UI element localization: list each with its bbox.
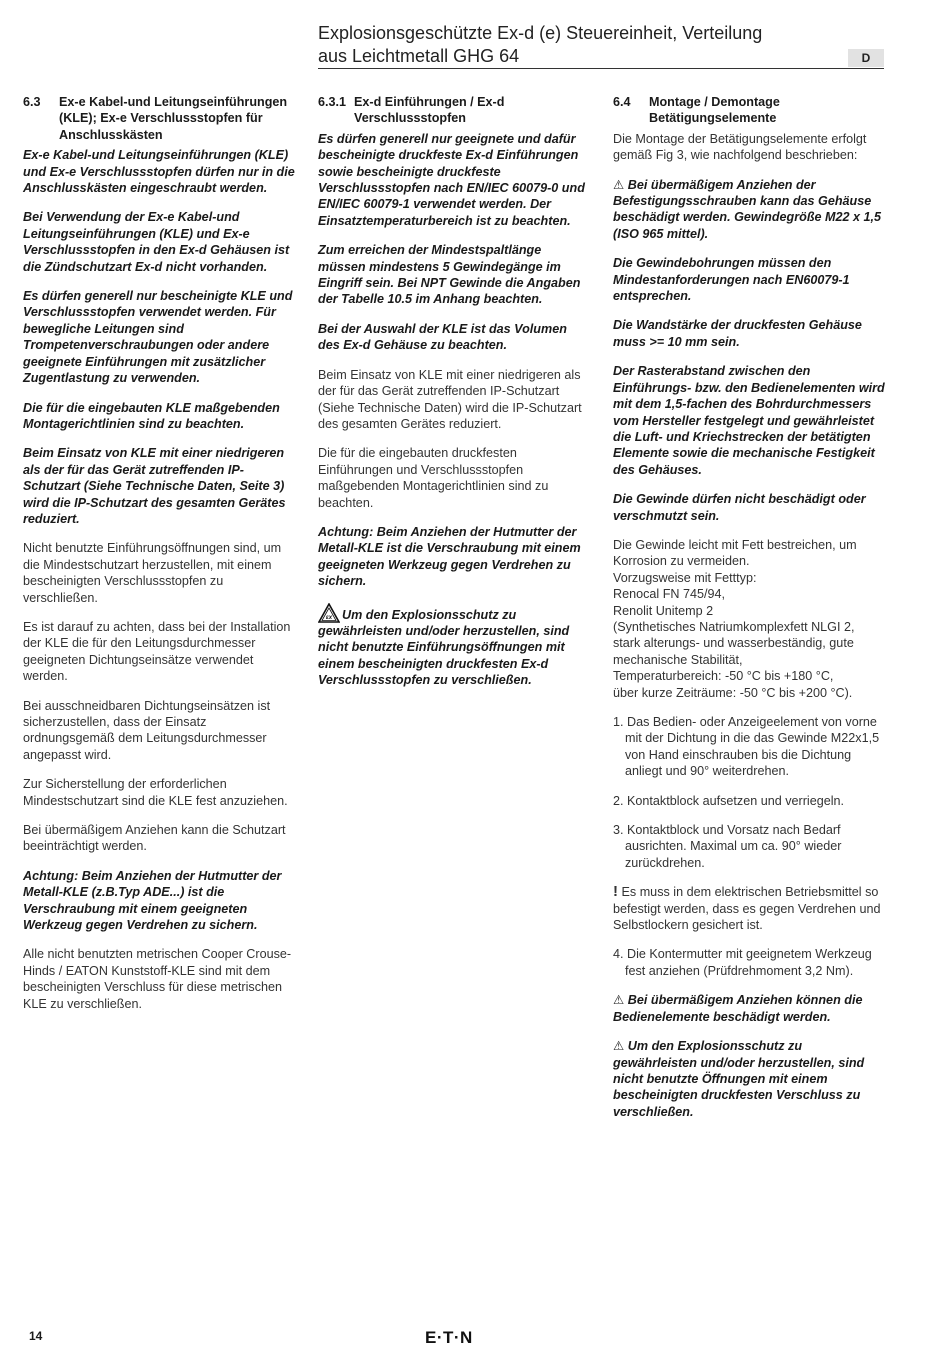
page-header-title (318, 22, 838, 68)
paragraph-text: Bei übermäßigem Anziehen können die Bedienelemente beschädigt werden. (613, 993, 863, 1024)
eaton-logo: E·T·N (425, 1328, 473, 1347)
paragraph: Achtung: Beim Anziehen der Hutmutter der Metall-KLE (z.B.Typ ADE...) ist die Verschraubung mit einem geeigneten Werkzeug gegen Verdrehen zu sichern. (23, 868, 282, 933)
paragraph: Es ist darauf zu achten, dass bei der Installation der KLE die für den Leitungsdurchmesser geeigneten Dichtungseinsätze verwendet werden. (23, 619, 291, 684)
warning-paragraph (613, 992, 885, 1025)
text-line: Vorzugsweise mit Fetttyp: (613, 570, 757, 585)
section-heading-6-4 (613, 94, 885, 127)
paragraph: Die für die eingebauten druckfesten Einführungen und Verschlussstopfen maßgebenden Montagerichtlinien sind zu beachten. (318, 446, 549, 510)
section-heading-6-3-1 (318, 94, 586, 127)
paragraph: Die Wandstärke der druckfesten Gehäuse muss >= 10 mm sein. (613, 318, 862, 349)
section-number: 6.4 (613, 95, 631, 109)
ex-warning-icon (318, 603, 340, 623)
text-line: (Synthetisches Natriumkomplexfett NLGI 2, stark alterungs- und wasserbeständig, gute mechanische Stabilität, (613, 619, 855, 667)
language-badge: D (848, 49, 884, 67)
column-right (613, 94, 885, 1133)
paragraph-text: Um den Explosionsschutz zu gewährleisten und/oder herzustellen, sind nicht benutzte Einführungsöffnungen mit einem bescheinigten druckfesten Ex-d Verschlussstopfen zu verschließen. (318, 607, 570, 688)
list-item: 2. Kontaktblock aufsetzen und verriegeln. (613, 793, 845, 808)
section-number: 6.3 (23, 95, 41, 109)
warning-icon: ⚠ (613, 993, 625, 1008)
paragraph: Die Gewindebohrungen müssen den Mindestanforderungen nach EN60079-1 entsprechen. (613, 256, 850, 304)
grease-paragraph (613, 537, 885, 701)
svg-text:εx: εx (325, 614, 333, 621)
paragraph: Die Gewinde dürfen nicht beschädigt oder verschmutzt sein. (613, 492, 866, 523)
header-title-line2: aus Leichtmetall GHG 64 (318, 46, 520, 66)
text-line: Renocal FN 745/94, (613, 587, 726, 602)
text-line: über kurze Zeiträume: -50 °C bis +200 °C). (613, 685, 853, 700)
paragraph: Ex-e Kabel-und Leitungseinführungen (KLE) und Ex-e Verschlussstopfen dürfen nur in die Anschlusskästen eingeschraubt werden. (23, 148, 295, 196)
text-line: Temperaturbereich: -50 °C bis +180 °C, (613, 669, 834, 684)
warning-paragraph (613, 177, 885, 243)
paragraph: Die Montage der Betätigungselemente erfolgt gemäß Fig 3, wie nachfolgend beschrieben: (613, 131, 867, 163)
paragraph: Die für die eingebauten KLE maßgebenden Montagerichtlinien sind zu beachten. (23, 400, 280, 431)
warning-icon: ⚠ (613, 1039, 625, 1054)
section-title: Ex-e Kabel-und Leitungseinführungen (KLE); Ex-e Verschlussstopfen für Anschlusskästen (59, 95, 288, 142)
header-title-line1: Explosionsgeschützte Ex-d (e) Steuereinheit, Verteilung (318, 23, 763, 43)
paragraph: Zur Sicherstellung der erforderlichen Mindestschutzart sind die KLE fest anzuziehen. (23, 777, 288, 808)
paragraph: Bei ausschneidbaren Dichtungseinsätzen ist sicherzustellen, dass der Einsatz ordnungsgemäß dem Leitungsdurchmesser angepasst wird. (23, 698, 271, 762)
paragraph: Es dürfen generell nur geeignete und dafür bescheinigte druckfeste Ex-d Einführungen sowie bescheinigte druckfeste Verschlussstopfen nach EN/IEC 60079-0 und EN/IEC 60079-1 verwendet werden. Der Einsatztemperaturbereich ist zu beachten. (318, 131, 585, 228)
paragraph-text: Es muss in dem elektrischen Betriebsmittel so befestigt werden, dass es gegen Verdrehen und Selbstlockern gesichert ist. (613, 885, 881, 933)
warning-icon: ⚠ (613, 177, 625, 192)
warning-paragraph (613, 1038, 885, 1120)
list-item: 4. Die Kontermutter mit geeignetem Werkzeug fest anziehen (Prüfdrehmoment 3,2 Nm). (613, 947, 872, 978)
paragraph: Nicht benutzte Einführungsöffnungen sind, um die Mindestschutzart herzustellen, mit einem bescheinigten Verschlussstopfen zu verschließen. (23, 541, 282, 605)
paragraph: Zum erreichen der Mindestspaltlänge müssen mindestens 5 Gewindegänge im Eingriff sein. Bei NPT Gewinde die Angaben der Tabelle 10.5 im Anhang beachten. (318, 243, 581, 307)
section-heading-6-3 (23, 94, 295, 143)
paragraph: Der Rasterabstand zwischen den Einführungs- bzw. den Bedienelementen wird mit dem 1,5-fachen des Bohrdurchmessers vom Hersteller festgelegt und gewährleistet die Luft- und Kriechstrecken der betätigten Elemente sowie die mechanische Festigkeit des Gehäuses. (613, 364, 885, 477)
paragraph-text: Um den Explosionsschutz zu gewährleisten und/oder herzustellen, sind nicht benutzte Öffnungen mit einem bescheinigten druckfesten Verschluss zu verschließen. (613, 1039, 865, 1119)
paragraph: Bei übermäßigem Anziehen kann die Schutzart beeinträchtigt werden. (23, 823, 286, 854)
section-title: Montage / Demontage Betätigungselemente (649, 95, 780, 126)
text-line: Renolit Unitemp 2 (613, 603, 714, 618)
steps-list (613, 946, 885, 979)
page-number: 14 (29, 1329, 43, 1343)
paragraph: Alle nicht benutzten metrischen Cooper Crouse-Hinds / EATON Kunststoff-KLE sind mit dem bescheinigten Verschluss für diese metrischen KLE zu verschließen. (23, 947, 292, 1011)
ex-warning-paragraph (318, 603, 586, 689)
section-number: 6.3.1 (318, 95, 347, 109)
exclamation-icon: ! (613, 883, 618, 901)
list-item: 3. Kontaktblock und Vorsatz nach Bedarf ausrichten. Maximal um ca. 90° wieder zurückdrehen. (613, 823, 842, 870)
paragraph: Es dürfen generell nur bescheinigte KLE und Verschlussstopfen verwendet werden. Für bewegliche Leitungen sind Trompetenverschraubungen oder andere geeignete Einführungen mit zusätzlicher Zugentlastung zu verwenden. (23, 289, 293, 386)
text-line: Die Gewinde leicht mit Fett bestreichen, um Korrosion zu vermeiden. (613, 537, 857, 569)
section-title: Ex-d Einführungen / Ex-d Verschlussstopfen (354, 95, 505, 126)
paragraph: Bei der Auswahl der KLE ist das Volumen des Ex-d Gehäuse zu beachten. (318, 321, 567, 353)
paragraph: Achtung: Beim Anziehen der Hutmutter der Metall-KLE ist die Verschraubung mit einem geeigneten Werkzeug gegen Verdrehen zu sichern. (318, 524, 581, 589)
paragraph-text: Bei übermäßigem Anziehen der Befestigungsschrauben kann das Gehäuse beschädigt werden. Gewindegröße M22 x 1,5 (ISO 965 mittel). (613, 177, 882, 241)
steps-list (613, 714, 885, 871)
column-left (23, 94, 295, 1025)
header-divider (318, 68, 884, 69)
list-item: 1. Das Bedien- oder Anzeigeelement von vorne mit der Dichtung in die das Gewinde M22x1,5 von Hand einschrauben bis die Dichtung anliegt und 90° weiterdrehen. (613, 715, 880, 779)
paragraph: Bei Verwendung der Ex-e Kabel-und Leitungseinführungen (KLE) und Ex-e Verschlussstopfen in den Ex-d Gehäusen ist die Zündschutzart Ex-d nicht vorhanden. (23, 210, 290, 274)
note-paragraph (613, 884, 885, 933)
paragraph: Beim Einsatz von KLE mit einer niedrigeren als der für das Gerät zutreffenden IP-Schutzart (Siehe Technische Daten) wird die IP-Schutzart des gesamten Gerätes reduziert. (318, 367, 582, 431)
column-middle (318, 94, 586, 702)
paragraph: Beim Einsatz von KLE mit einer niedrigeren als der für das Gerät zutreffenden IP-Schutzart (Siehe Technische Daten, Seite 3) wird die IP-Schutzart des gesamten Gerätes reduziert. (23, 446, 286, 526)
